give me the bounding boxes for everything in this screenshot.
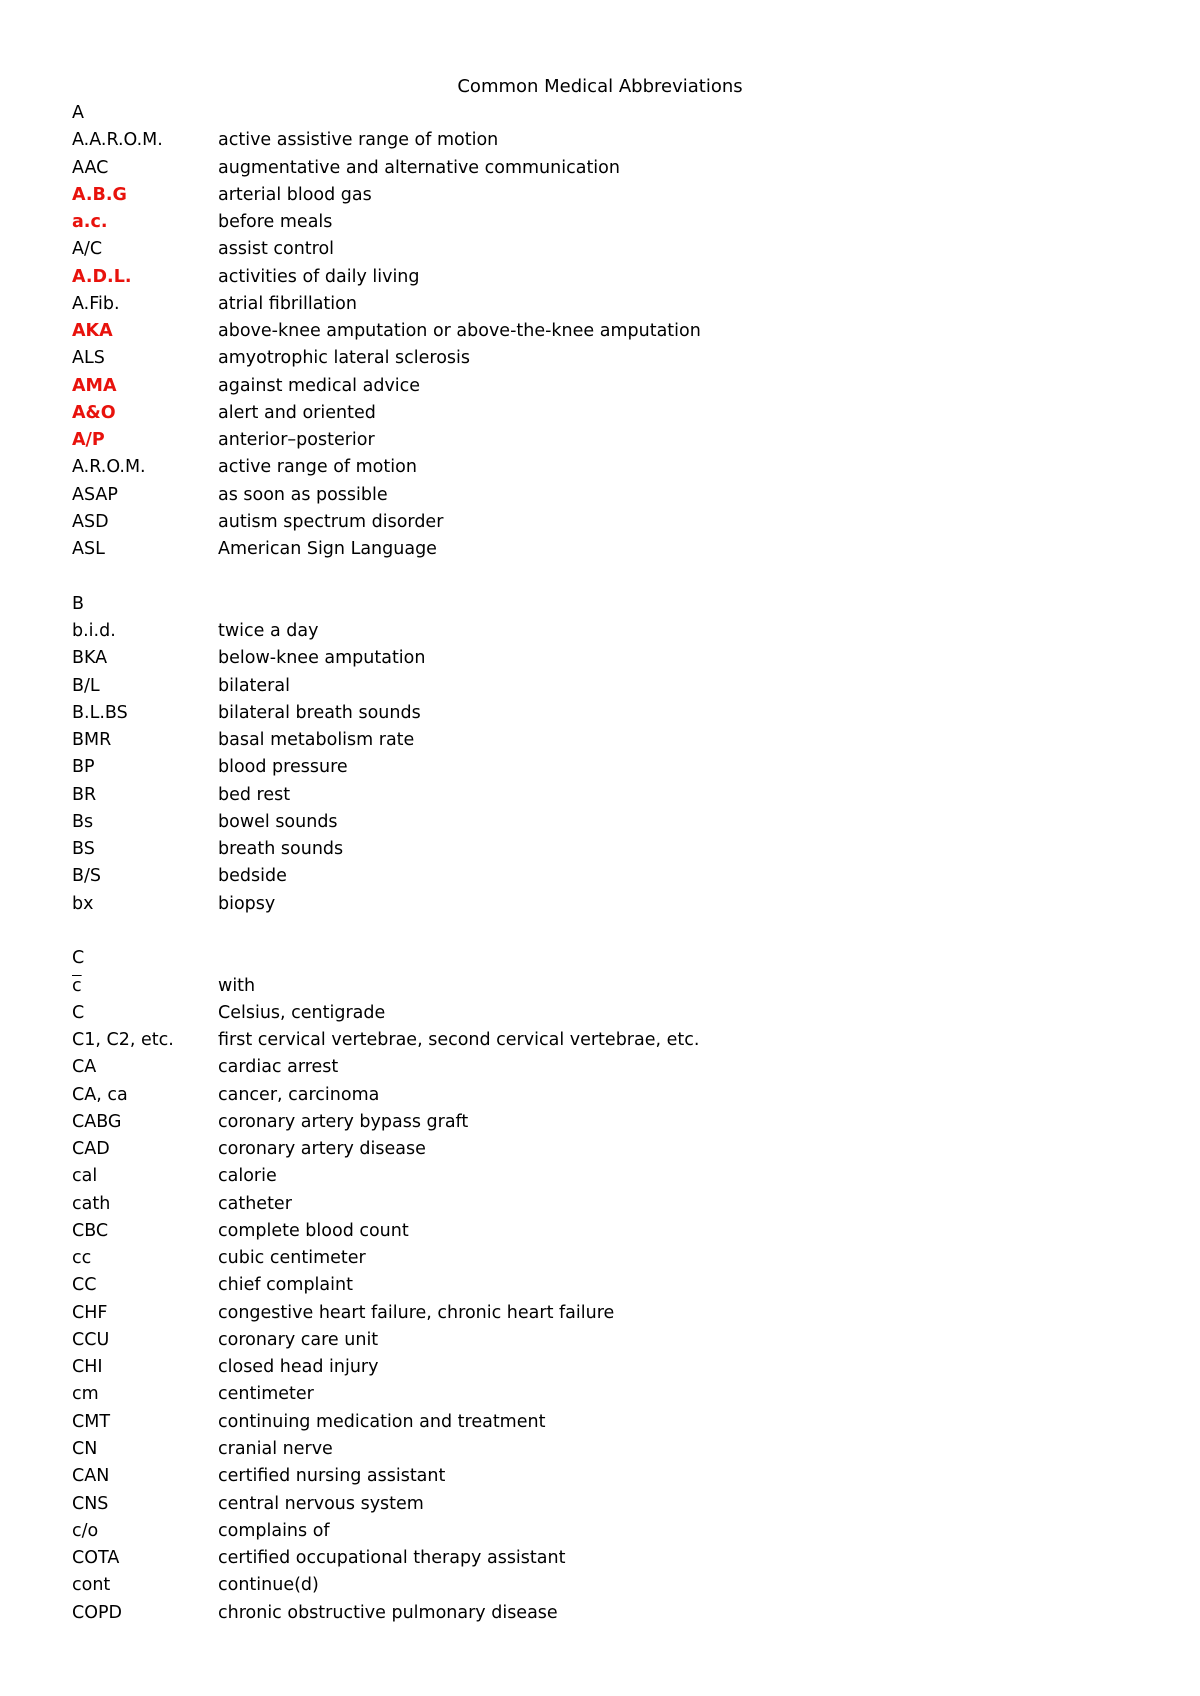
- abbreviation-term: BMR: [72, 730, 112, 751]
- abbreviation-entry: [72, 754, 1132, 781]
- abbreviation-term: A/P: [72, 430, 105, 451]
- abbreviation-definition: before meals: [218, 212, 333, 233]
- abbreviation-term: AKA: [72, 321, 113, 342]
- abbreviation-term: AMA: [72, 375, 117, 396]
- abbreviation-definition: anterior–posterior: [218, 430, 375, 451]
- abbreviation-term: $\overline{c}$: [72, 975, 82, 996]
- abbreviation-definition: active range of motion: [218, 457, 417, 478]
- abbreviation-definition: autism spectrum disorder: [218, 511, 444, 532]
- abbreviation-entry: [72, 1163, 1132, 1190]
- abbreviation-definition: against medical advice: [218, 375, 421, 396]
- abbreviation-term: cal: [72, 1166, 98, 1187]
- abbreviation-term: CCU: [72, 1329, 110, 1350]
- abbreviation-term: cc: [72, 1248, 92, 1269]
- abbreviation-term: CHI: [72, 1357, 103, 1378]
- section-letter: B: [72, 593, 85, 614]
- abbreviation-definition: biopsy: [218, 893, 276, 914]
- section-letter: C: [72, 948, 85, 969]
- abbreviation-term: cont: [72, 1575, 111, 1596]
- abbreviation-entry: [72, 400, 1132, 427]
- abbreviation-term: BR: [72, 784, 97, 805]
- abbreviation-entry: [72, 291, 1132, 318]
- abbreviation-entry: [72, 645, 1132, 672]
- abbreviation-entry: [72, 1436, 1132, 1463]
- abbreviation-entry: [72, 891, 1132, 918]
- abbreviation-term: ALS: [72, 348, 105, 369]
- abbreviation-definition: calorie: [218, 1166, 277, 1187]
- abbreviation-definition: closed head injury: [218, 1357, 379, 1378]
- section-letter-heading: [72, 100, 1132, 127]
- abbreviation-definition: with: [218, 975, 256, 996]
- abbreviation-term: ASD: [72, 511, 109, 532]
- abbreviation-definition: continuing medication and treatment: [218, 1411, 546, 1432]
- abbreviation-definition: coronary artery bypass graft: [218, 1111, 469, 1132]
- abbreviation-definition: chief complaint: [218, 1275, 353, 1296]
- abbreviation-term: b.i.d.: [72, 621, 116, 642]
- abbreviation-definition: activities of daily living: [218, 266, 420, 287]
- abbreviation-entry: [72, 1136, 1132, 1163]
- abbreviation-term: CC: [72, 1275, 97, 1296]
- abbreviation-definition: basal metabolism rate: [218, 730, 415, 751]
- abbreviation-term: cm: [72, 1384, 99, 1405]
- abbreviation-entry: [72, 427, 1132, 454]
- abbreviation-term: CBC: [72, 1220, 109, 1241]
- blank-line: [72, 918, 1132, 945]
- abbreviation-term: A.A.R.O.M.: [72, 130, 163, 151]
- abbreviation-definition: bedside: [218, 866, 287, 887]
- abbreviation-definition: catheter: [218, 1193, 292, 1214]
- abbreviation-entry: [72, 1054, 1132, 1081]
- section-letter-heading: [72, 945, 1132, 972]
- abbreviation-definition: assist control: [218, 239, 335, 260]
- abbreviation-definition: certified nursing assistant: [218, 1466, 446, 1487]
- abbreviation-entry: [72, 1082, 1132, 1109]
- abbreviation-term: ASL: [72, 539, 105, 560]
- abbreviation-entry: [72, 782, 1132, 809]
- abbreviation-term: AAC: [72, 157, 109, 178]
- abbreviation-definition: centimeter: [218, 1384, 314, 1405]
- abbreviation-term: A&O: [72, 402, 116, 423]
- abbreviation-term: bx: [72, 893, 94, 914]
- abbreviation-entry: [72, 1327, 1132, 1354]
- section-letter-heading: [72, 591, 1132, 618]
- abbreviation-definition: coronary artery disease: [218, 1139, 426, 1160]
- abbreviation-entry: [72, 536, 1132, 563]
- abbreviation-definition: cardiac arrest: [218, 1057, 339, 1078]
- abbreviation-term: a.c.: [72, 212, 108, 233]
- abbreviation-entry: [72, 1218, 1132, 1245]
- abbreviation-term: B/S: [72, 866, 102, 887]
- abbreviation-entry: [72, 1463, 1132, 1490]
- abbreviation-definition: Celsius, centigrade: [218, 1002, 386, 1023]
- abbreviation-term: COPD: [72, 1602, 123, 1623]
- abbreviation-entry: [72, 318, 1132, 345]
- abbreviation-definition: blood pressure: [218, 757, 348, 778]
- abbreviation-entry: [72, 863, 1132, 890]
- abbreviation-entry: [72, 1409, 1132, 1436]
- abbreviation-entry: [72, 1600, 1132, 1627]
- abbreviation-definition: below-knee amputation: [218, 648, 426, 669]
- abbreviation-term: CA, ca: [72, 1084, 128, 1105]
- abbreviation-term: B/L: [72, 675, 100, 696]
- abbreviation-definition: cubic centimeter: [218, 1248, 366, 1269]
- abbreviation-entry: [72, 264, 1132, 291]
- abbreviation-definition: complete blood count: [218, 1220, 409, 1241]
- abbreviation-entry: [72, 373, 1132, 400]
- abbreviation-definition: certified occupational therapy assistant: [218, 1548, 566, 1569]
- abbreviation-definition: complains of: [218, 1520, 330, 1541]
- abbreviation-entry: [72, 1545, 1132, 1572]
- abbreviation-entry: [72, 1245, 1132, 1272]
- abbreviation-definition: amyotrophic lateral sclerosis: [218, 348, 470, 369]
- abbreviation-entry: [72, 1000, 1132, 1027]
- abbreviation-entry: [72, 345, 1132, 372]
- abbreviation-entry: [72, 482, 1132, 509]
- abbreviation-definition: arterial blood gas: [218, 184, 372, 205]
- abbreviation-definition: bilateral: [218, 675, 290, 696]
- abbreviation-term: CMT: [72, 1411, 111, 1432]
- abbreviation-entry: [72, 454, 1132, 481]
- abbreviation-entry: [72, 236, 1132, 263]
- abbreviation-entry: [72, 836, 1132, 863]
- abbreviation-definition: bilateral breath sounds: [218, 702, 421, 723]
- abbreviation-entry: [72, 509, 1132, 536]
- document-title: Common Medical Abbreviations: [457, 76, 743, 97]
- abbreviation-definition: as soon as possible: [218, 484, 388, 505]
- abbreviation-term: A/C: [72, 239, 103, 260]
- abbreviation-term: COTA: [72, 1548, 120, 1569]
- abbreviation-entry: [72, 973, 1132, 1000]
- abbreviation-definition: atrial fibrillation: [218, 293, 357, 314]
- abbreviation-term: A.B.G: [72, 184, 127, 205]
- abbreviation-term: A.R.O.M.: [72, 457, 146, 478]
- abbreviation-definition: bowel sounds: [218, 811, 338, 832]
- abbreviation-entry: [72, 1572, 1132, 1599]
- abbreviation-entry: [72, 727, 1132, 754]
- abbreviation-entry: [72, 1191, 1132, 1218]
- abbreviation-definition: continue(d): [218, 1575, 319, 1596]
- abbreviation-term: BP: [72, 757, 95, 778]
- abbreviation-term: A.D.L.: [72, 266, 132, 287]
- abbreviation-term: CNS: [72, 1493, 109, 1514]
- abbreviation-definition: twice a day: [218, 621, 319, 642]
- abbreviation-entry: [72, 1381, 1132, 1408]
- abbreviation-definition: central nervous system: [218, 1493, 424, 1514]
- abbreviation-entry: [72, 1272, 1132, 1299]
- abbreviation-term: Bs: [72, 811, 94, 832]
- abbreviation-entry: [72, 673, 1132, 700]
- abbreviation-entry: [72, 618, 1132, 645]
- abbreviation-entry: [72, 1300, 1132, 1327]
- abbreviation-entry: [72, 155, 1132, 182]
- abbreviation-definition: active assistive range of motion: [218, 130, 499, 151]
- abbreviation-entry: [72, 700, 1132, 727]
- abbreviation-entry: [72, 1109, 1132, 1136]
- abbreviation-entry: [72, 182, 1132, 209]
- abbreviation-entry: [72, 127, 1132, 154]
- abbreviation-term: CHF: [72, 1302, 108, 1323]
- abbreviation-term: CAD: [72, 1139, 110, 1160]
- abbreviation-definition: American Sign Language: [218, 539, 437, 560]
- abbreviation-term: c/o: [72, 1520, 99, 1541]
- abbreviation-term: BS: [72, 839, 95, 860]
- abbreviation-entry: [72, 1027, 1132, 1054]
- abbreviation-definition: coronary care unit: [218, 1329, 379, 1350]
- abbreviation-definition: chronic obstructive pulmonary disease: [218, 1602, 558, 1623]
- abbreviation-entry: [72, 1491, 1132, 1518]
- abbreviation-definition: cancer, carcinoma: [218, 1084, 380, 1105]
- abbreviation-term: CN: [72, 1439, 98, 1460]
- abbreviation-term: BKA: [72, 648, 108, 669]
- abbreviation-entry: [72, 1518, 1132, 1545]
- abbreviation-definition: alert and oriented: [218, 402, 376, 423]
- abbreviation-entry: [72, 1354, 1132, 1381]
- abbreviation-term: C1, C2, etc.: [72, 1030, 174, 1051]
- abbreviation-definition: cranial nerve: [218, 1439, 333, 1460]
- abbreviation-list: [72, 100, 1132, 1627]
- abbreviation-entry: [72, 209, 1132, 236]
- abbreviation-definition: first cervical vertebrae, second cervical vertebrae, etc.: [218, 1030, 700, 1051]
- section-letter: A: [72, 103, 84, 123]
- abbreviation-definition: bed rest: [218, 784, 291, 805]
- abbreviation-term: ASAP: [72, 484, 118, 505]
- blank-line: [72, 564, 1132, 591]
- abbreviation-definition: breath sounds: [218, 839, 344, 860]
- abbreviation-term: cath: [72, 1193, 111, 1214]
- abbreviation-definition: augmentative and alternative communication: [218, 157, 620, 178]
- abbreviation-term: CA: [72, 1057, 97, 1078]
- abbreviation-term: CAN: [72, 1466, 110, 1487]
- abbreviation-term: B.L.BS: [72, 702, 128, 723]
- abbreviation-definition: above-knee amputation or above-the-knee amputation: [218, 321, 701, 342]
- abbreviation-term: C: [72, 1002, 85, 1023]
- abbreviation-definition: congestive heart failure, chronic heart failure: [218, 1302, 615, 1323]
- abbreviation-entry: [72, 809, 1132, 836]
- abbreviation-term: CABG: [72, 1111, 122, 1132]
- abbreviation-term: A.Fib.: [72, 293, 120, 314]
